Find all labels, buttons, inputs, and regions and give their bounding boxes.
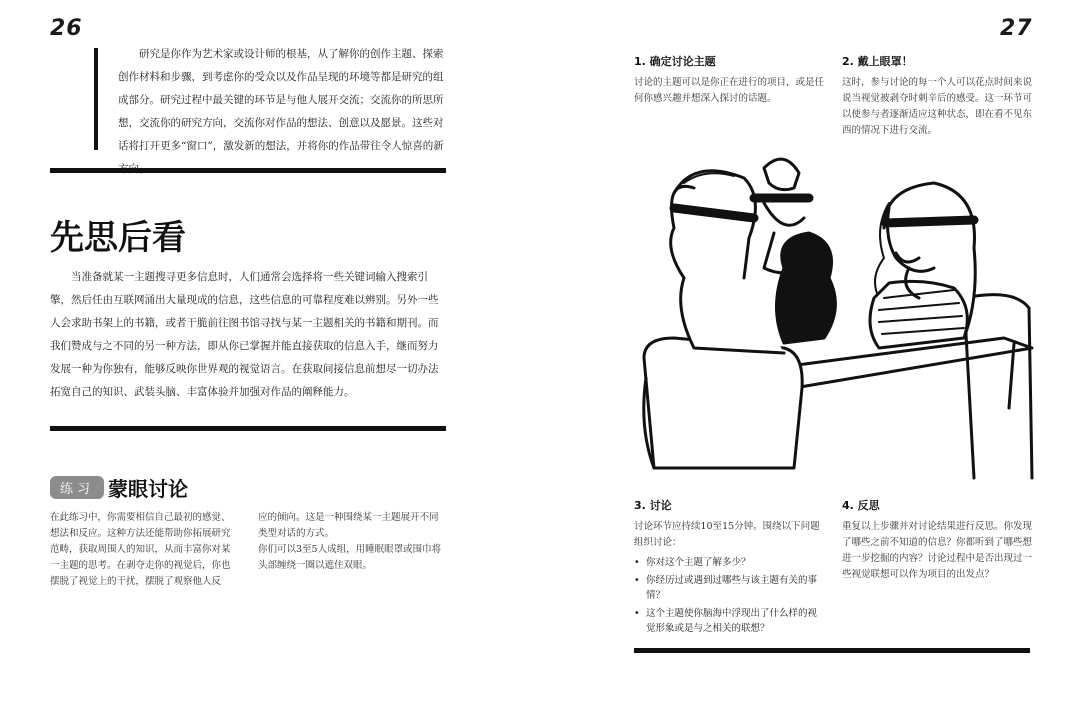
step-1	[634, 53, 824, 107]
list-item: • 你经历过或遇到过哪些与该主题有关的事情？	[634, 573, 824, 604]
exercise-title: 蒙眼讨论	[108, 477, 188, 501]
step-4-text: 重复以上步骤并对讨论结果进行反思。你发现了哪些之前不知道的信息？你都听到了哪些想进一步挖掘的内容？讨论过程中是否出现过一些视觉联想可以作为项目的出发点？	[842, 521, 1033, 580]
divider-right-bottom	[634, 648, 1030, 653]
section-heading: 先思后看	[50, 218, 186, 258]
blindfold-discussion-drawing	[634, 148, 1034, 484]
divider-top	[50, 168, 446, 173]
step-2-text: 这时，参与讨论的每一个人可以花点时间来说说当视觉被剥夺时刺辛后的感受。这一环节可以使参与者逐渐适应这种状态，即在看不见东西的情况下进行交流。	[842, 77, 1033, 136]
exercise-col2	[258, 510, 446, 574]
step-1-text: 讨论的主题可以是你正在进行的项目，或是任何你感兴趣并想深入探讨的话题。	[634, 77, 825, 104]
step-3	[634, 497, 824, 639]
step-2-title: 2. 戴上眼罩！	[842, 55, 913, 68]
list-item: • 你对这个主题了解多少？	[634, 555, 824, 571]
step-4	[842, 497, 1034, 583]
discussion-question-list	[634, 555, 824, 637]
exercise-badge: 练习	[50, 476, 104, 499]
exercise-col2-p2: 你们可以3至5人成组，用睡眠眼罩或围巾将头部缠绕一圈以遮住双眼。	[258, 544, 442, 571]
page-number-left: 26	[50, 16, 83, 41]
exercise-col1: 在此练习中，你需要相信自己最初的感觉、想法和反应。这种方法还能帮助你拓展研究范畴，获取周围人的知识，从而丰富你对某一主题的思考。在剥夺走你的视觉后，你也摆脱了视觉上的干扰，摆脱了观察他人反	[50, 512, 231, 587]
illustration-blindfold-discussion	[634, 148, 1034, 484]
list-item: • 这个主题使你脑海中浮现出了什么样的视觉形象或是与之相关的联想？	[634, 606, 824, 637]
exercise-col2-p1: 应的倾向。这是一种围绕某一主题展开不同类型对话的方式。	[258, 512, 439, 539]
step-2	[842, 53, 1034, 139]
step-3-text: 讨论环节应持续10至15分钟。围绕以下问题组织讨论：	[634, 521, 820, 548]
step-3-title: 3. 讨论	[634, 499, 672, 512]
step-1-title: 1. 确定讨论主题	[634, 55, 716, 68]
intro-paragraph: 研究是你作为艺术家或设计师的根基，从了解你的创作主题、探索创作材料和步骤，到考虑你的受众以及作品呈现的环境等都是研究的组成部分。研究过程中最关键的环节是与他人展开交流；交流你的所思所想，交流你的研究方向，交流你对作品的想法、创意以及愿景。这些对话将打开更多“窗口”，激发新的想法，并将你的作品带往令人惊喜的新	[118, 48, 444, 152]
body-paragraph: 当准备就某一主题搜寻更多信息时，人们通常会选择将一些关键词输入搜索引擎，然后任由互联网涌出大量现成的信息，这些信息的可靠程度难以辨别。另外一些人会求助书架上的书籍，或者干脆前往图书馆寻找与某一主题相关的书籍和期刊。而我们赞成与之不同的另一种方法，即从你已掌握并能直接获取的信息入手，继而努力发展一种为你独有，能够反映你世界观的视觉语言。在获取间接信息前想尽一切办法拓宽自己的知识、武装头脑、丰富体验并加强对作品的阐释能力。	[50, 271, 439, 398]
divider-bottom	[50, 426, 446, 431]
quote-bar	[94, 48, 98, 150]
step-4-title: 4. 反思	[842, 499, 880, 512]
page-number-right: 27	[1000, 16, 1033, 41]
